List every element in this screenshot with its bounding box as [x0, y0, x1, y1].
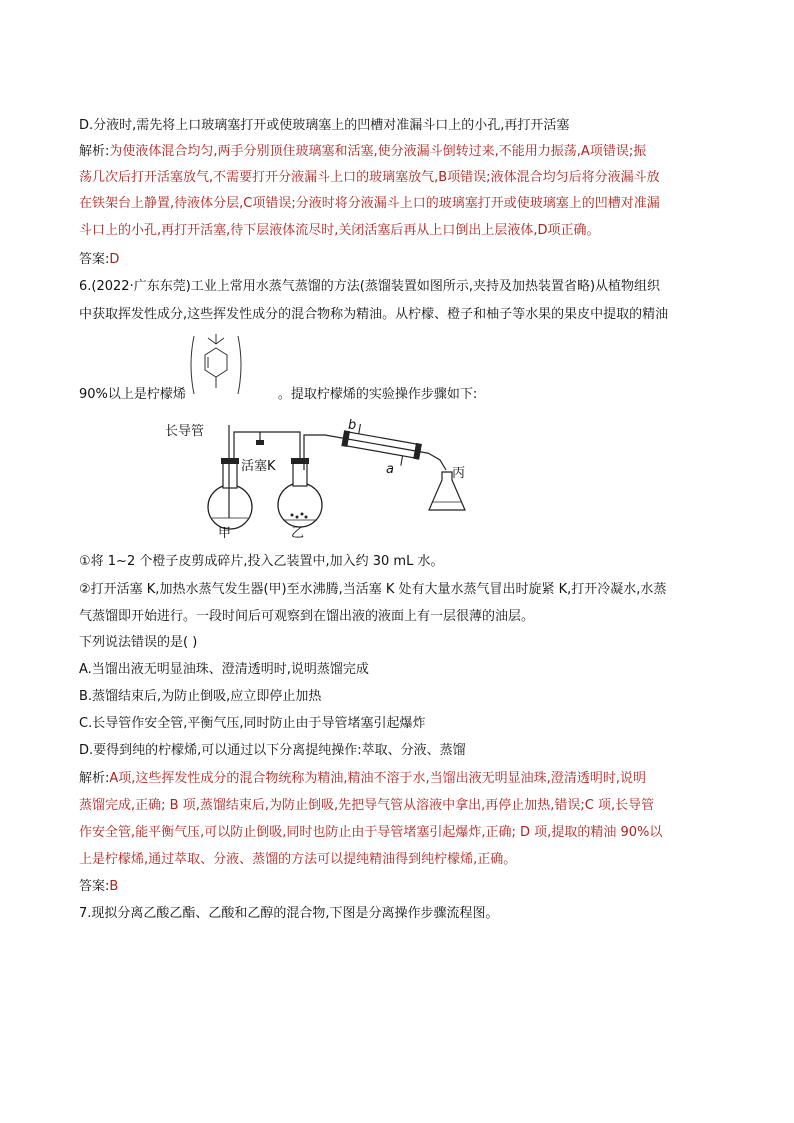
- answer6: [79, 878, 118, 896]
- q6-analysis-line-3: 作安全管,能平衡气压,可以防止倒吸,同时也防止由于导管堵塞引起爆炸,正确; D 项,提取的精油 90%以: [79, 825, 663, 840]
- answer-value: B: [109, 879, 119, 894]
- analysis-label: 解析:: [79, 144, 110, 159]
- analysis5-line-1: [79, 143, 646, 161]
- analysis5-line-4: 斗口上的小孔,再打开活塞,待下层液体流尽时,关闭活塞后再从上口倒出上层液体,D项正确。: [79, 223, 600, 238]
- analysis5-line-3: 在铁架台上静置,待液体分层,C项错误;分液时将分液漏斗上口的玻璃塞打开或使玻璃塞上的凹槽对准漏: [79, 196, 660, 211]
- q6-analysis-line-2: 蒸馏完成,正确; B 项,蒸馏结束后,为防止倒吸,先把导气管从溶液中拿出,再停止加热,错误;C 项,长导管: [79, 798, 655, 813]
- q6-option-d: D.要得到纯的柠檬烯,可以通过以下分离提纯操作:萃取、分液、蒸馏: [79, 743, 466, 758]
- analysis5-line-2: 荡几次后打开活塞放气,不需要打开分液漏斗上口的玻璃塞放气,B项错误;液体混合均匀后将分液漏斗放: [79, 170, 660, 185]
- q6-option-b: B.蒸馏结束后,为防止倒吸,应立即停止加热: [79, 689, 322, 704]
- label-stopcock-k: 活塞K: [241, 459, 276, 474]
- q7-stem: 7.现拟分离乙酸乙酯、乙酸和乙醇的混合物,下图是分离操作步骤流程图。: [79, 906, 499, 921]
- analysis-text: 为使液体混合均匀,两手分别顶住玻璃塞和活塞,使分液漏斗倒转过来,不能用力振荡,A项错误;振: [109, 144, 647, 159]
- analysis-label: 解析:: [79, 771, 110, 786]
- label-a: a: [386, 462, 394, 477]
- q6-stem-line-2: 中获取挥发性成分,这些挥发性成分的混合物称为精油。从柠檬、橙子和柚子等水果的果皮中提取的精油: [79, 307, 669, 322]
- option-d-previous: D.分液时,需先将上口玻璃塞打开或使玻璃塞上的凹槽对准漏斗口上的小孔,再打开活塞: [79, 118, 570, 133]
- q6-limonene-line: [79, 386, 477, 404]
- q6-question: 下列说法错误的是( ): [79, 635, 198, 650]
- answer-label: 答案:: [79, 252, 110, 267]
- answer-value: D: [109, 252, 120, 267]
- label-b: b: [348, 418, 357, 433]
- answer-label: 答案:: [79, 879, 110, 894]
- answer5: [79, 251, 119, 269]
- q6-analysis-line-4: 上是柠檬烯,通过萃取、分液、蒸馏的方法可以提纯精油得到纯柠檬烯,正确。: [79, 852, 517, 867]
- q6-step-1: ①将 1~2 个橙子皮剪成碎片,投入乙装置中,加入约 30 mL 水。: [79, 554, 444, 569]
- limonene-prefix: 90%以上是柠檬烯: [79, 387, 186, 402]
- q6-stem-line-1: 6.(2022·广东东莞)工业上常用水蒸气蒸馏的方法(蒸馏装置如图所示,夹持及加热装置省略)从植物组织: [79, 279, 661, 294]
- q6-option-c: C.长导管作安全管,平衡气压,同时防止由于导管堵塞引起爆炸: [79, 716, 426, 731]
- label-long-tube: 长导管: [165, 424, 205, 439]
- q6-step-2-line-1: ②打开活塞 K,加热水蒸气发生器(甲)至水沸腾,当活塞 K 处有大量水蒸气冒出时旋紧 K,打开冷凝水,水蒸: [79, 582, 667, 597]
- limonene-suffix: 。提取柠檬烯的实验操作步骤如下:: [277, 387, 478, 402]
- q6-analysis-line-1: [79, 770, 646, 788]
- label-jia: 甲: [218, 526, 232, 541]
- label-bing: 丙: [452, 466, 466, 481]
- q6-step-2-line-2: 气蒸馏即开始进行。一段时间后可观察到在馏出液的液面上有一层很薄的油层。: [79, 609, 535, 624]
- label-yi: 乙: [291, 526, 305, 541]
- analysis-text: A项,这些挥发性成分的混合物统称为精油,精油不溶于水,当馏出液无明显油珠,澄清透明时,说明: [109, 771, 646, 786]
- q6-option-a: A.当馏出液无明显油珠、澄清透明时,说明蒸馏完成: [79, 662, 369, 677]
- distillation-apparatus-diagram: [160, 410, 490, 550]
